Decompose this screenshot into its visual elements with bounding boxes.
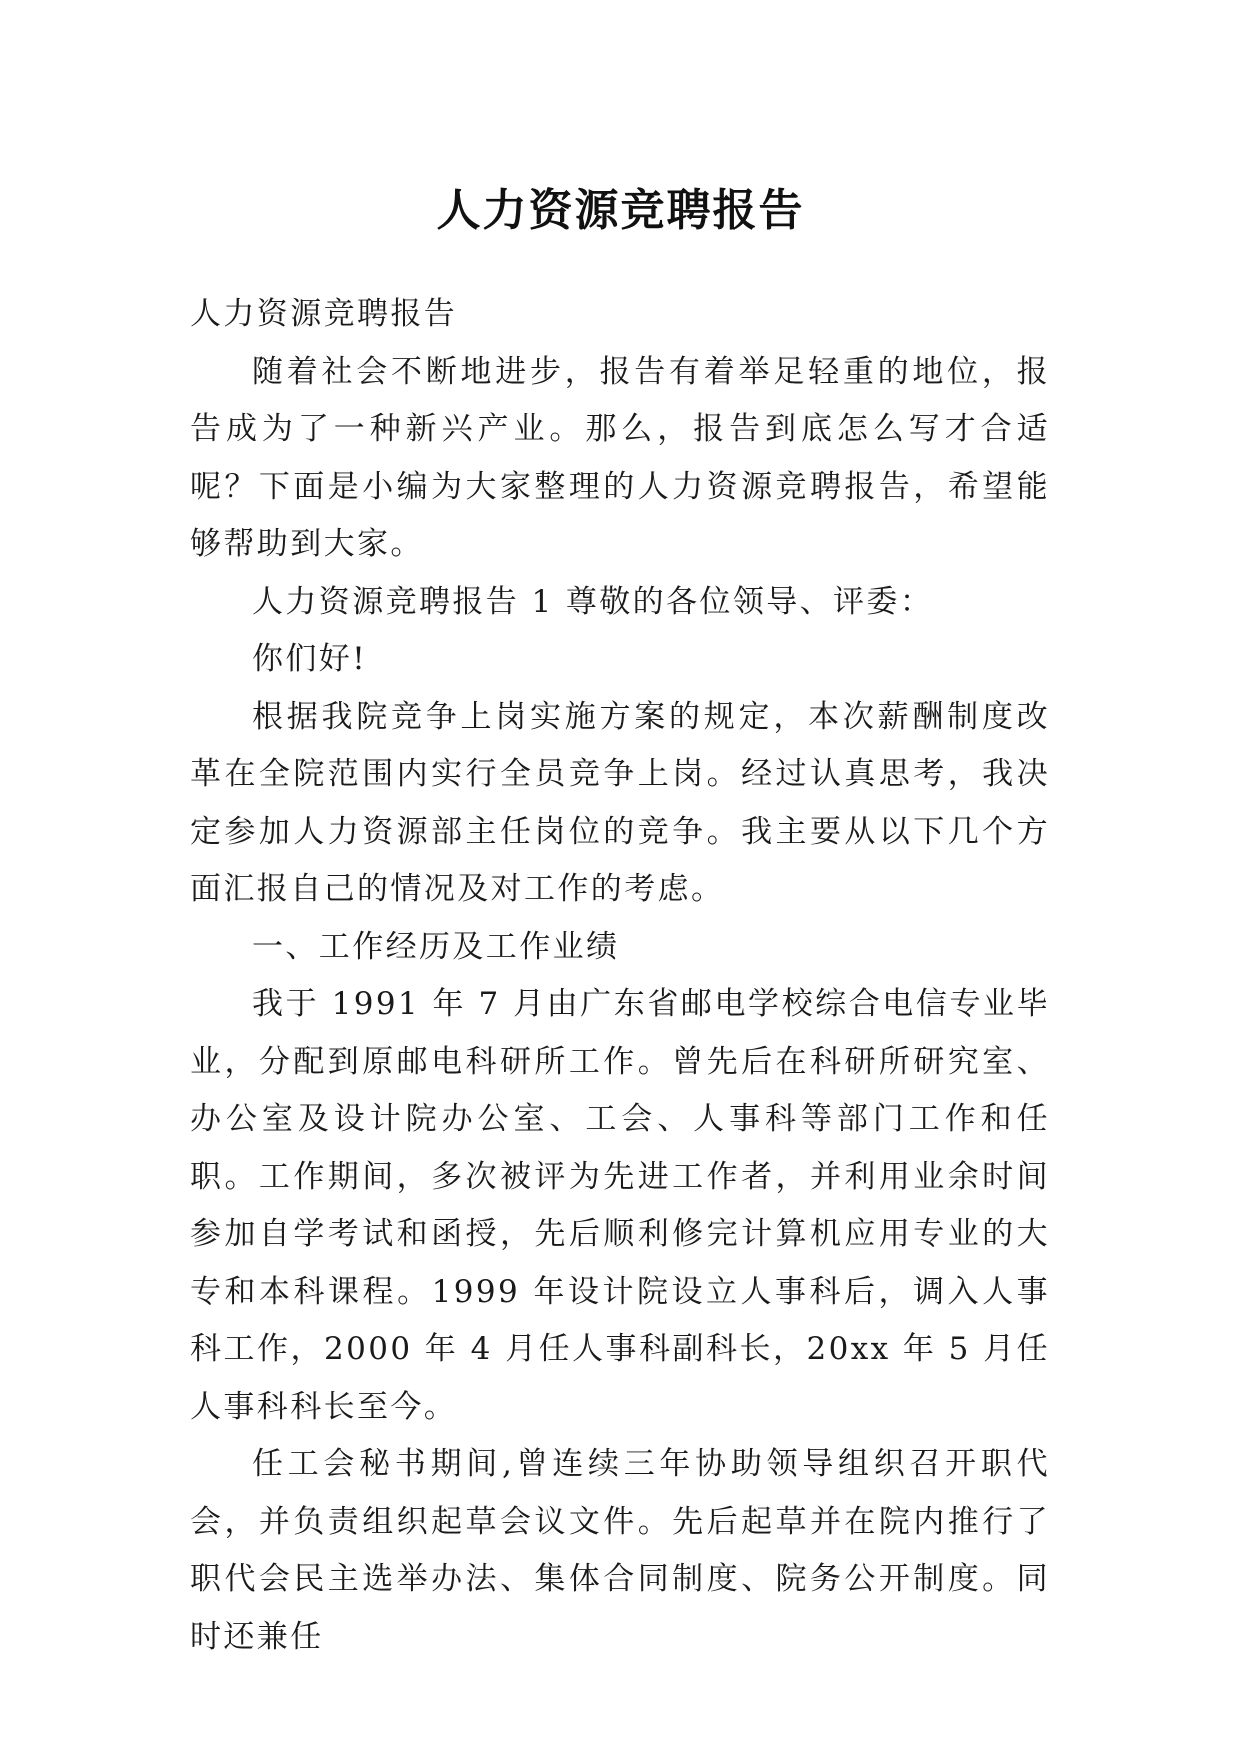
paragraph-greeting: 你们好! <box>252 641 368 677</box>
paragraph-heading: 人力资源竞聘报告 <box>190 296 458 332</box>
paragraph-salutation: 人力资源竞聘报告 1 尊敬的各位领导、评委： <box>252 583 934 620</box>
document-title: 人力资源竞聘报告 <box>436 185 805 237</box>
document-body <box>190 286 1050 1666</box>
section-heading-work-experience: 一、工作经历及工作业绩 <box>252 928 620 965</box>
paragraph-work-history: 我于 1991 年 7 月由广东省邮电学校综合电信专业毕业，分配到原邮电科研所工作。曾先后在科研所研究室、办公室及设计院办公室、工会、人事科等部门工作和任职。工作期间，多次被评为先进工作者，并利用业余时间参加自学考试和函授，先后顺利修完计算机应用专业的大专和本科课程。1999 年设计院设立人事科后，调入人事科工作，2000 年 4 月任人事科副科长，20xx 年 5 月任人事科科长至今。 <box>190 986 1050 1425</box>
paragraph-intro: 随着社会不断地进步，报告有着举足轻重的地位，报告成为了一种新兴产业。那么，报告到底怎么写才合适呢？下面是小编为大家整理的人力资源竞聘报告，希望能够帮助到大家。 <box>190 353 1050 562</box>
paragraph-decision: 根据我院竞争上岗实施方案的规定，本次薪酬制度改革在全院范围内实行全员竞争上岗。经过认真思考，我决定参加人力资源部主任岗位的竞争。我主要从以下几个方面汇报自己的情况及对工作的考虑。 <box>190 698 1050 907</box>
paragraph-union-secretary: 任工会秘书期间,曾连续三年协助领导组织召开职代会，并负责组织起草会议文件。先后起草并在院内推行了职代会民主选举办法、集体合同制度、院务公开制度。同时还兼任 <box>190 1446 1050 1655</box>
